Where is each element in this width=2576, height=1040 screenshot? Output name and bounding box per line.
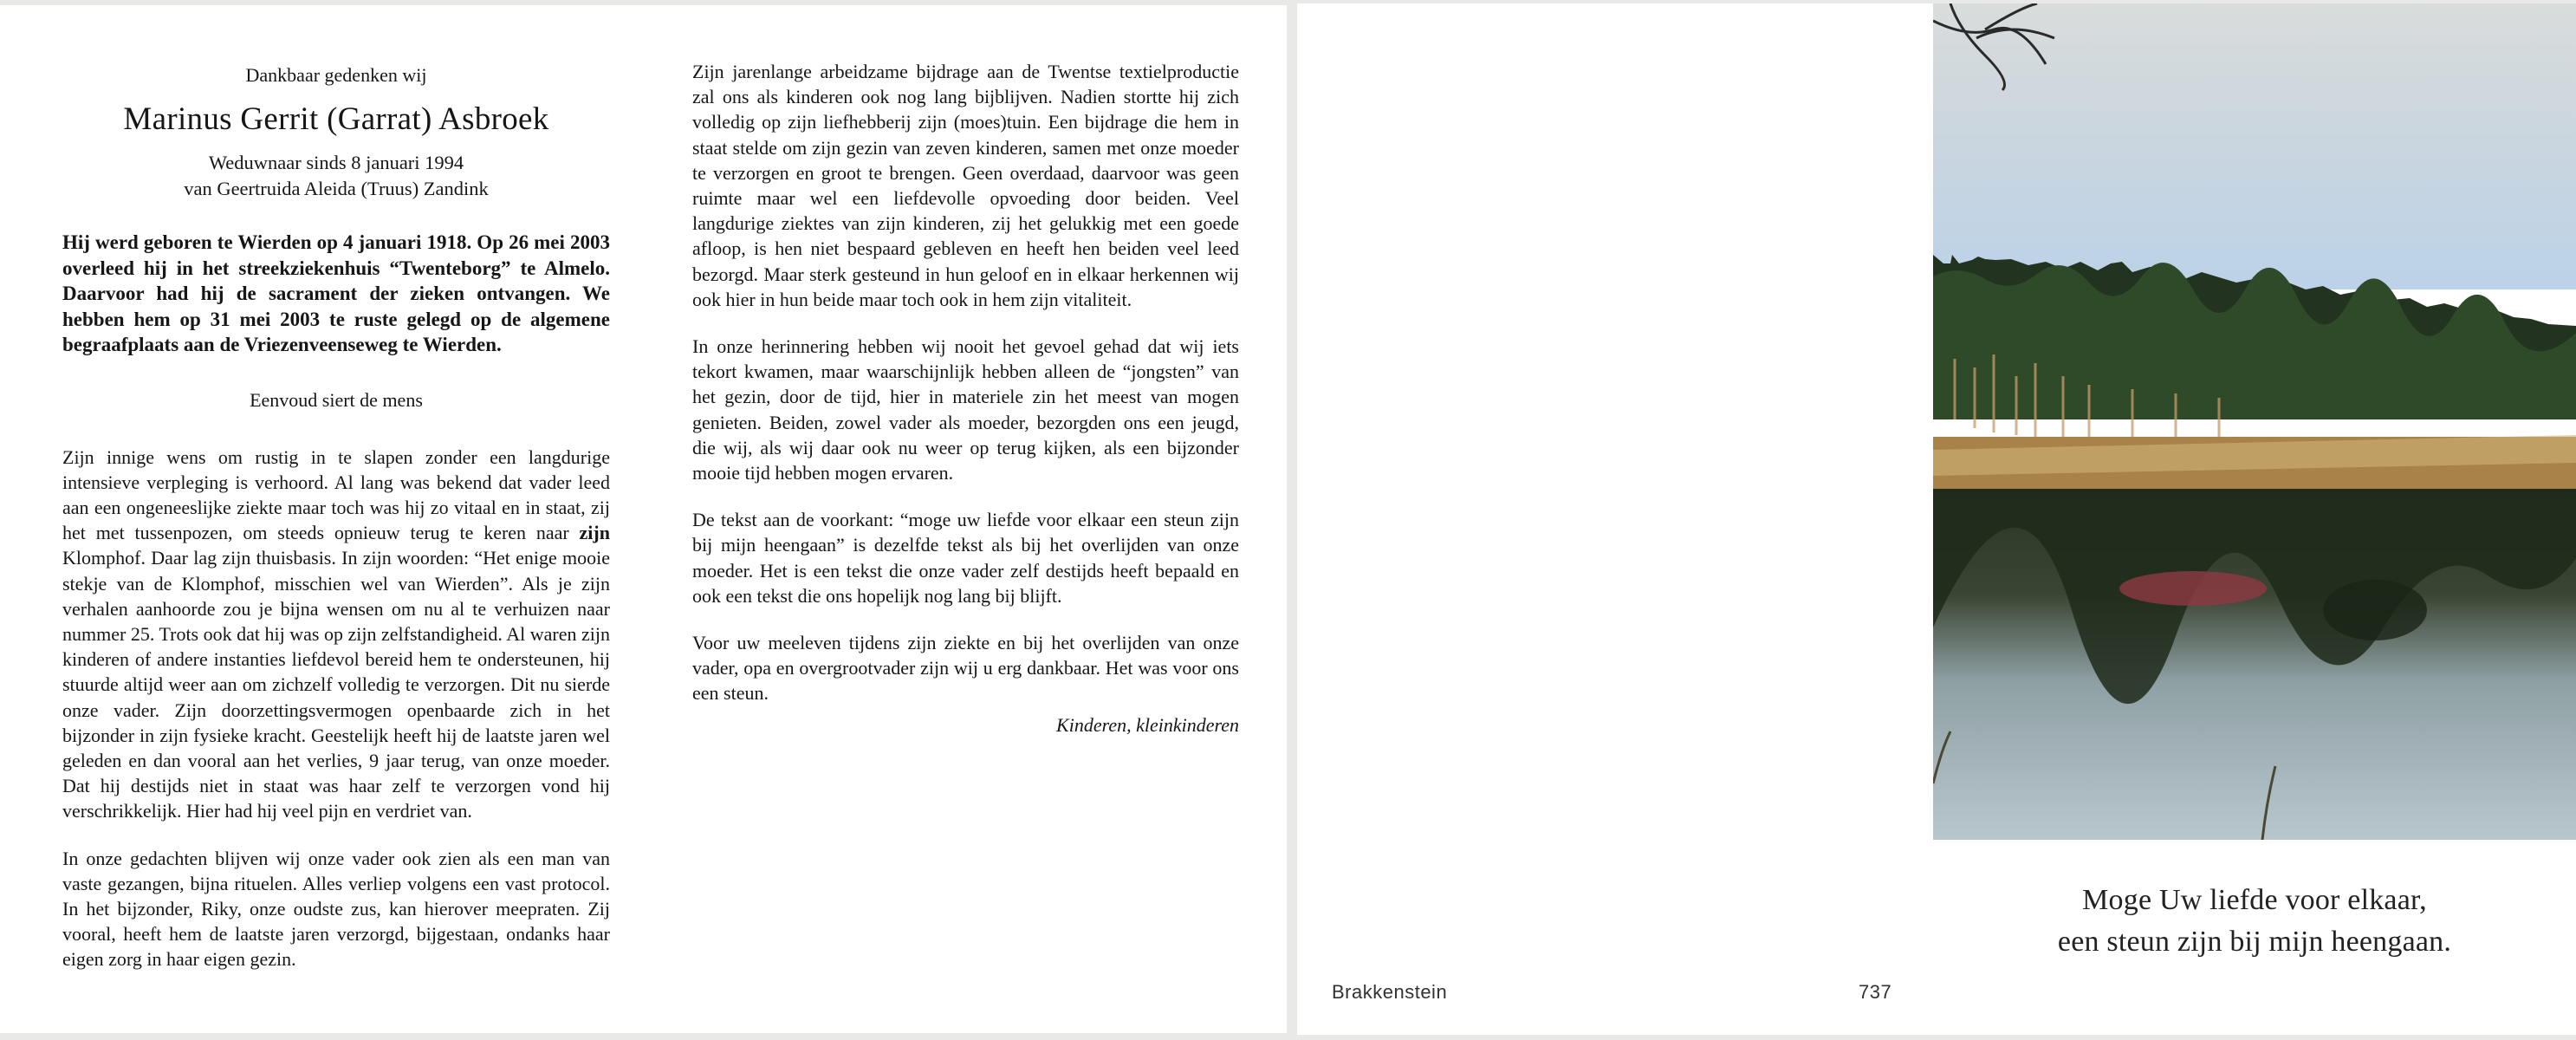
paragraph-wish-part-2: Klomphof. Daar lag zijn thuisbasis. In zijn woorden: “Het enige mooie stekje van de Klomphof, misschien wel van Wierden”. Als je zijn verhalen aanhoorde zou je bijna wensen om nu al te verhuizen naar nummer 25. Trots ook dat hij was op zijn zelfstandigheid. Al waren zijn kinderen of andere instanties liefdevol bereid hem te ondersteunen, hij stuurde altijd weer aan om zichzelf volledig te verzorgen. Dit nu sierde onze vader. Zijn doorzettingsvermogen openbaarde zich in het bijzonder in zijn fysieke kracht. Geestelijk heeft hij de laatste jaren wel geleden en dan vooral aan het verlies, 9 jaar terug, van onze moeder. Dat hij destijds niet in staat was haar zelf te verzorgen vond hij verschrikkelijk. Hier had hij veel pijn en verdriet van. [62,547,610,822]
memorial-card-inside [0,5,1287,1033]
publisher-name: Brakkenstein [1332,981,1448,1003]
intro-text: Dankbaar gedenken wij [245,64,427,86]
paragraph-wish [62,445,610,824]
motto: Eenvoud siert de mens [250,388,423,411]
paragraph-memories: In onze herinnering hebben wij nooit het gevoel gehad dat wij iets tekort kwamen, maar waarschijnlijk hebben alleen de “jongsten” van het gezin, door de tijd, hier in materiele zin het meest van mogen genieten. Beiden, zowel vader als moeder, bezorgden ons een jeugd, die wij, als wij daar ook nu weer op terug kijken, als een bijzonder mooie tijd hebben mogen ervaren. [692,335,1239,484]
paragraph-front-text: De tekst aan de voorkant: “moge uw liefde voor elkaar een steun zijn bij mijn heengaan” is dezelfde tekst als bij het overlijden van onze moeder. Het is een tekst die onze vader zelf destijds heeft bepaald en ook een tekst die ons hopelijk nog lang bij blijft. [692,509,1239,607]
paragraph-rituals: In onze gedachten blijven wij onze vader ook zien als een man van vaste gezangen, bijna rituelen. Alles verliep volgens een vast protocol. In het bijzonder, Riky, onze oudste zus, kan hierover meepraten. Zij vooral, heeft hem de laatste jaren verzorgd, bijgestaan, ondanks haar eigen zorg in haar eigen gezin. [62,847,610,971]
signature: Kinderen, kleinkinderen [1056,713,1239,736]
memorial-card-front [1297,3,2576,1035]
photo-sky [1933,3,2576,289]
paragraph-work: Zijn jarenlange arbeidzame bijdrage aan de Twentse textielproductie zal ons als kinderen ook nog lang bijblijven. Nadien stortte hij zich volledig op zijn liefhebberij zijn (moes)tuin. Een bijdrage die hem in staat stelde om zijn gezin van zeven kinderen, samen met onze moeder te verzorgen en groot te brengen. Geen overdaad, daarvoor was geen ruimte maar wel een liefdevolle opvoeding door beiden. Veel langdurige ziektes van zijn kinderen, zij het gelukkig met een goede afloop, is hen niet bespaard gebleven en heeft hen beiden veel leed bezorgd. Maar sterk gesteund in hun geloof en in elkaar herkennen wij ook hier in hun beide maar toch ook in hem zijn vitaliteit. [692,61,1239,310]
paragraph-thanks: Voor uw meeleven tijdens zijn ziekte en bij het overlijden van onze vader, opa en overgrootvader zijn wij u erg dankbaar. Het was voor ons een steun. [692,632,1239,705]
left-column [62,55,610,994]
widower-line-2: van Geertruida Aleida (Truus) Zandink [184,178,489,199]
front-caption-line-1: Moge Uw liefde voor elkaar, [2082,884,2427,916]
front-caption-line-2: een steun zijn bij mijn heengaan. [2057,926,2452,958]
right-column [692,59,1239,737]
paragraph-wish-bold: zijn [579,522,610,544]
deceased-name: Marinus Gerrit (Garrat) Asbroek [123,101,549,137]
widower-line-1: Weduwnaar sinds 8 januari 1994 [208,152,464,173]
lake-forest-photo [1933,3,2576,840]
paragraph-wish-part-1: Zijn innige wens om rustig in te slapen zonder een langdurige intensieve verpleging is verhoord. Al lang was bekend dat vader leed aan een ongeneeslijke ziekte maar toch was hij zo vitaal en in staat, zij het met tussenpozen, om steeds opnieuw terug te keren naar [62,445,610,544]
life-dates-paragraph: Hij werd geboren te Wierden op 4 januari 1918. Op 26 mei 2003 overleed hij in het streekziekenhuis “Twenteborg” te Almelo. Daarvoor had hij de sacrament der zieken ontvangen. We hebben hem op 31 mei 2003 te ruste gelegd op de algemene begraafplaats aan de Vriezenveenseweg te Wierden. [62,231,610,355]
photo-heather-reflection [2119,571,2267,606]
card-number: 737 [1859,981,1892,1003]
photo-bush-reflection [2323,580,2427,640]
